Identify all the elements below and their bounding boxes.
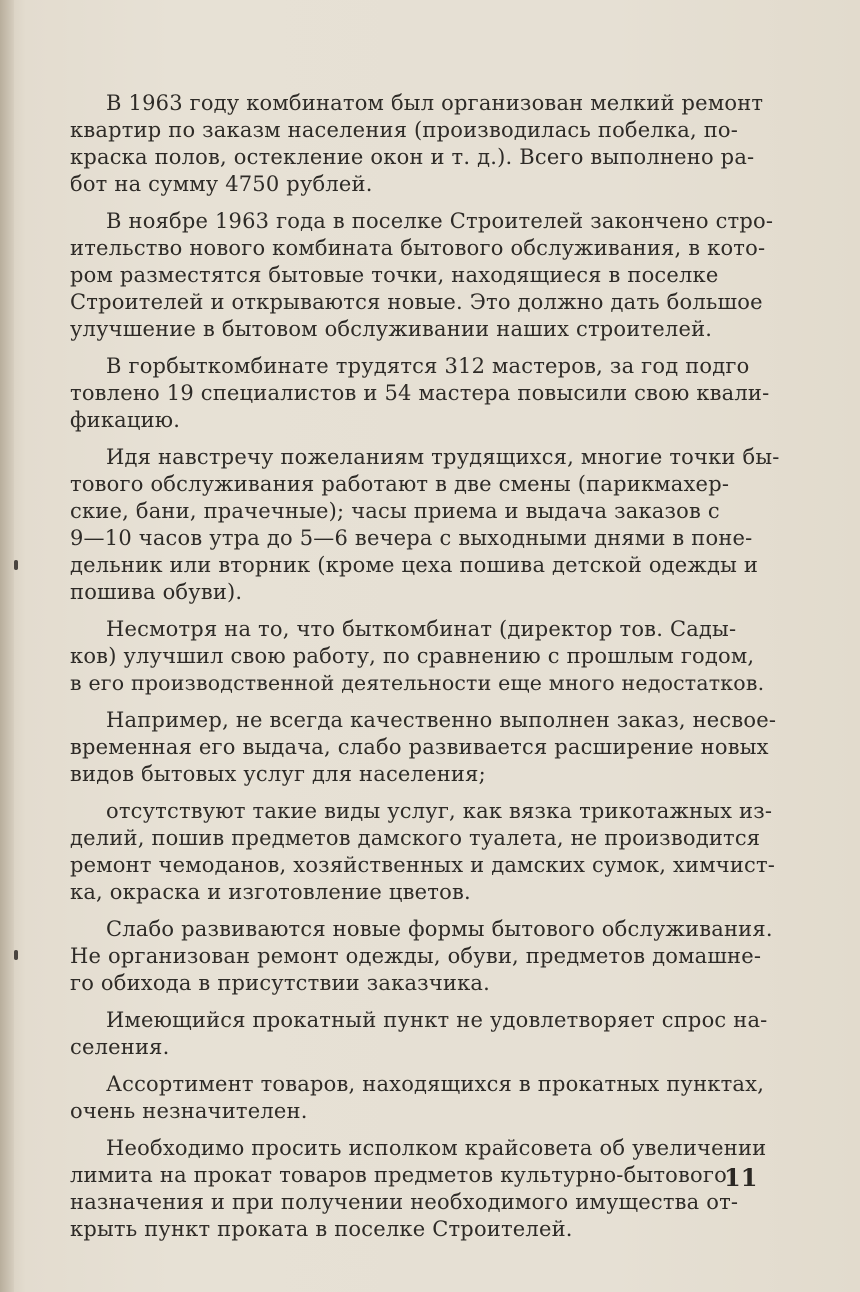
text-line: пошива обуви). [70,580,243,604]
page-number: 11 [724,1163,758,1192]
text-line: краска полов, остекление окон и т. д.). Всего выполнено ра- [70,145,755,169]
text-line: товлено 19 специалистов и 54 мастера повысили свою квали- [70,381,770,405]
paragraph [70,798,780,906]
text-line: тового обслуживания работают в две смены (парикмахер- [70,472,730,496]
text-line: ительство нового комбината бытового обслуживания, в кото- [70,236,766,260]
text-line: Ассортимент товаров, находящихся в прокатных пунктах, [106,1072,765,1096]
text-line: видов бытовых услуг для населения; [70,762,486,786]
text-line: фикацию. [70,408,181,432]
text-line: временная его выдача, слабо развивается расширение новых [70,735,769,759]
text-line: В горбыткомбинате трудятся 312 мастеров, за год подго [106,354,750,378]
text-line: 9—10 часов утра до 5—6 вечера с выходными днями в поне- [70,526,753,550]
text-line: Необходимо просить исполком крайсовета об увеличении [106,1136,767,1160]
text-line: крыть пункт проката в поселке Строителей. [70,1217,573,1241]
paragraph [70,208,780,343]
text-line: го обихода в присутствии заказчика. [70,971,491,995]
text-line: Слабо развиваются новые формы бытового обслуживания. [106,917,773,941]
text-line: ремонт чемоданов, хозяйственных и дамских сумок, химчист- [70,853,776,877]
text-line: улучшение в бытовом обслуживании наших строителей. [70,317,713,341]
text-line: В 1963 году комбинатом был организован мелкий ремонт [106,91,764,115]
body-text [70,90,780,1253]
text-line: Не организован ремонт одежды, обуви, предметов домашне- [70,944,762,968]
page-binding [0,0,14,1292]
text-line: дельник или вторник (кроме цеха пошива детской одежды и [70,553,759,577]
text-line: Например, не всегда качественно выполнен заказ, несвое- [106,708,777,732]
binding-mark [14,950,18,960]
paragraph [70,616,780,697]
text-line: делий, пошив предметов дамского туалета, не производится [70,826,761,850]
paragraph [70,90,780,198]
text-line: ром разместятся бытовые точки, находящиеся в поселке [70,263,719,287]
text-line: Несмотря на то, что быткомбинат (директор тов. Сады- [106,617,737,641]
text-line: ков) улучшил свою работу, по сравнению с прошлым годом, [70,644,755,668]
text-line: отсутствуют такие виды услуг, как вязка трикотажных из- [106,799,773,823]
text-line: в его производственной деятельности еще много недостатков. [70,671,765,695]
paragraph [70,444,780,606]
text-line: назначения и при получении необходимого имущества от- [70,1190,739,1214]
text-line: В ноябре 1963 года в поселке Строителей закончено стро- [106,209,774,233]
text-line: Строителей и открываются новые. Это должно дать большое [70,290,763,314]
text-line: ка, окраска и изготовление цветов. [70,880,471,904]
text-line: селения. [70,1035,170,1059]
paragraph [70,1007,780,1061]
paragraph [70,1135,780,1243]
text-line: Идя навстречу пожеланиям трудящихся, многие точки бы- [106,445,780,469]
text-line: квартир по заказм населения (производилась побелка, по- [70,118,739,142]
text-line: бот на сумму 4750 рублей. [70,172,373,196]
paragraph [70,1071,780,1125]
paragraph [70,916,780,997]
text-line: лимита на прокат товаров предметов культурно-бытового [70,1163,727,1187]
text-line: Имеющийся прокатный пункт не удовлетворяет спрос на- [106,1008,768,1032]
text-line: ские, бани, прачечные); часы приема и выдача заказов с [70,499,720,523]
paragraph [70,707,780,788]
binding-mark [14,560,18,570]
paragraph [70,353,780,434]
text-line: очень незначителен. [70,1099,308,1123]
